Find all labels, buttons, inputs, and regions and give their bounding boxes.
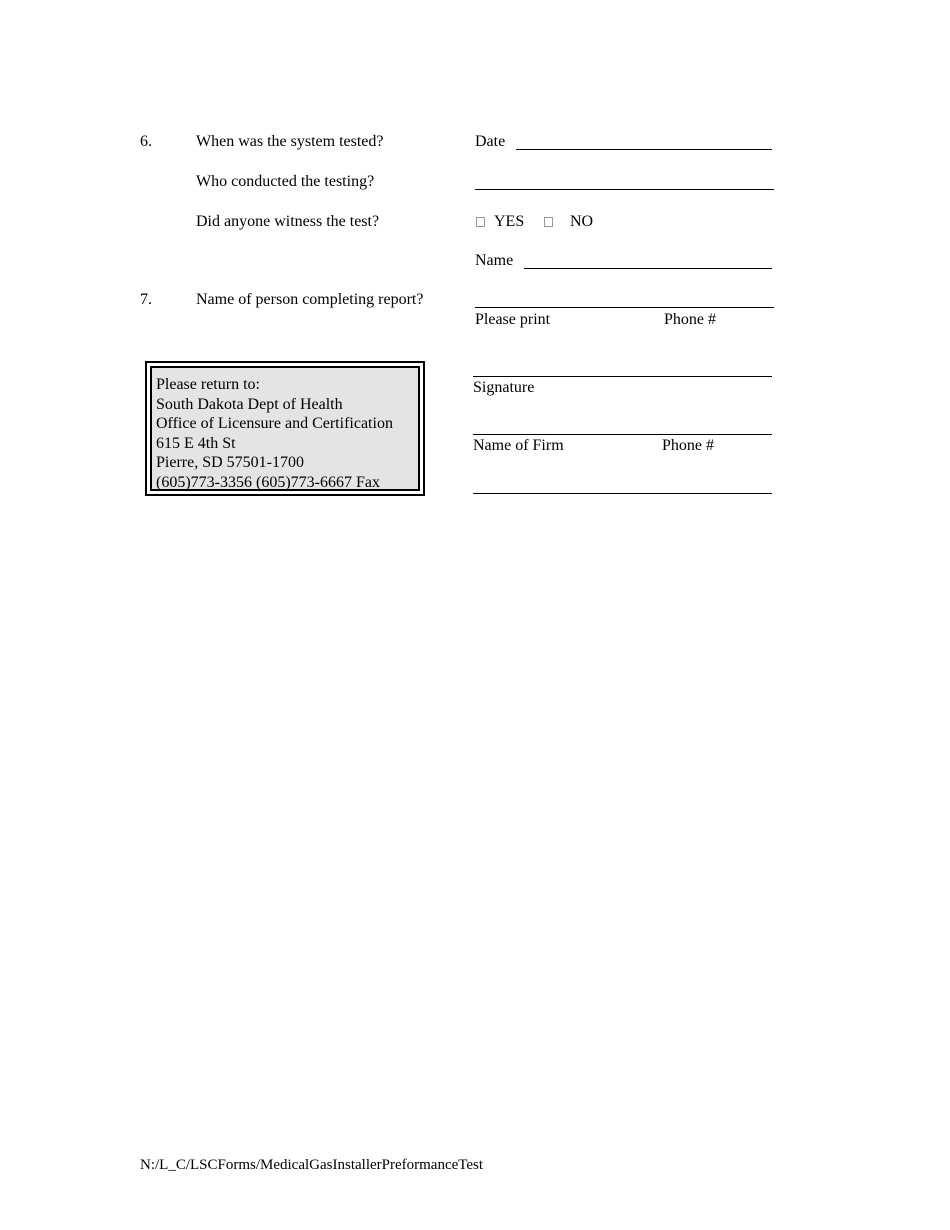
phone-label: Phone #: [664, 311, 716, 328]
return-line-phone-fax: (605)773-3356 (605)773-6667 Fax: [156, 473, 380, 491]
question-person-completing: Name of person completing report?: [196, 291, 424, 308]
question-7-number: 7.: [140, 291, 152, 308]
yes-label: YES: [494, 213, 525, 230]
date-label: Date: [475, 133, 506, 150]
return-line-intro: Please return to:: [156, 376, 260, 393]
print-name-field[interactable]: [475, 307, 774, 308]
please-print-label: Please print: [475, 311, 551, 328]
firm-phone-field[interactable]: [473, 493, 772, 494]
firm-name-label: Name of Firm: [473, 437, 564, 454]
no-label: NO: [570, 213, 594, 230]
return-line-department: South Dakota Dept of Health: [156, 395, 343, 413]
question-who-tested: Who conducted the testing?: [196, 173, 375, 190]
signature-label: Signature: [473, 379, 535, 396]
firm-name-field[interactable]: [473, 434, 772, 435]
witness-name-label: Name: [475, 252, 514, 269]
return-line-city: Pierre, SD 57501-1700: [156, 454, 304, 472]
date-field[interactable]: [516, 149, 772, 150]
return-address-panel: [150, 366, 420, 491]
return-line-office: Office of Licensure and Certification: [156, 415, 393, 433]
signature-field[interactable]: [473, 376, 772, 377]
witness-name-field[interactable]: [524, 268, 772, 269]
tester-field[interactable]: [475, 189, 774, 190]
return-line-street: 615 E 4th St: [156, 434, 236, 452]
question-witness: Did anyone witness the test?: [196, 213, 380, 230]
footer-file-path: N:/L_C/LSCForms/MedicalGasInstallerPreformanceTest: [140, 1157, 484, 1173]
return-address-box: [145, 361, 425, 496]
question-tested-date: When was the system tested?: [196, 133, 384, 150]
no-checkbox[interactable]: [544, 217, 553, 227]
firm-phone-label: Phone #: [662, 437, 714, 454]
question-6-number: 6.: [140, 133, 152, 150]
yes-checkbox[interactable]: [476, 217, 485, 227]
